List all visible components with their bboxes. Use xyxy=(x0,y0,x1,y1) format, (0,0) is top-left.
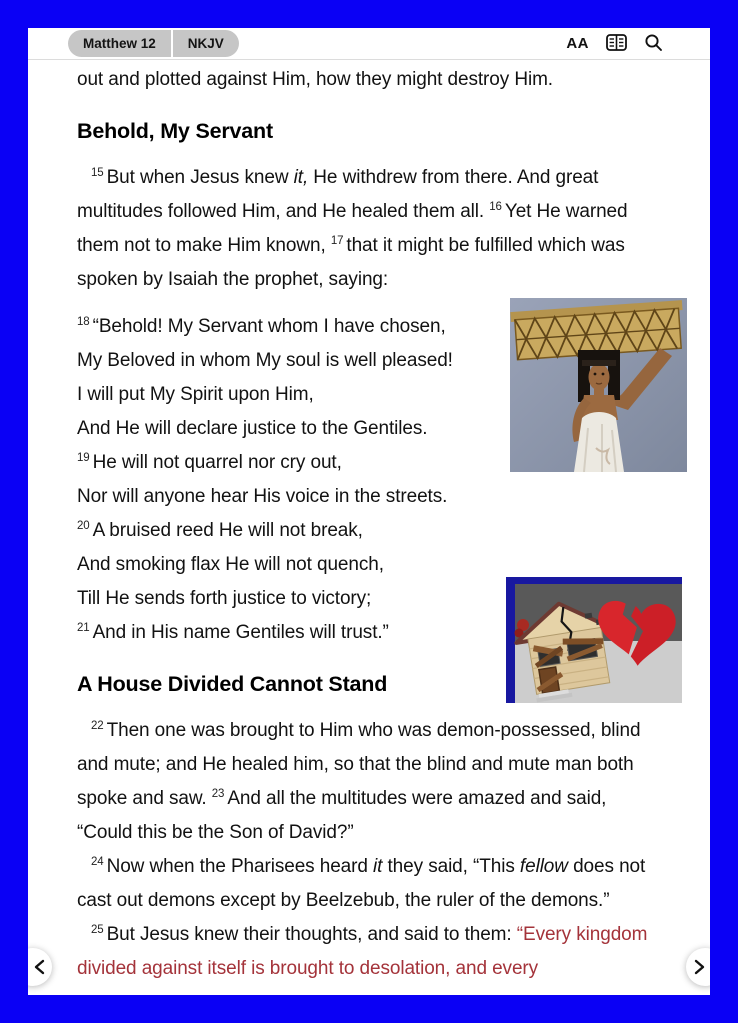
search-button[interactable] xyxy=(644,33,663,55)
verse-text: But Jesus knew their thoughts, and said to them: xyxy=(106,924,517,945)
verse-number: 17 xyxy=(330,234,344,247)
poetry-line xyxy=(77,514,660,548)
chevron-right-icon xyxy=(694,959,705,975)
red-letter-text: “Every kingdom divided against itself is brought to desolation, and every xyxy=(77,924,648,979)
verse-number: 16 xyxy=(489,200,502,213)
verse-text: I will put My Spirit upon Him, xyxy=(77,384,314,405)
prose-paragraph xyxy=(77,714,660,850)
prose-paragraph xyxy=(77,850,660,918)
verse-text: does not cast out demons except by Beelzebub, the ruler of the demons.” xyxy=(77,856,646,911)
section-heading: Behold, My Servant xyxy=(77,119,273,143)
prose-paragraph xyxy=(77,918,660,986)
reference-pills xyxy=(68,30,239,57)
reader-toolbar xyxy=(28,28,710,60)
chevron-left-icon xyxy=(34,959,45,975)
section-heading: A House Divided Cannot Stand xyxy=(77,672,388,696)
font-settings-button[interactable] xyxy=(566,35,589,52)
verse-number: 18 xyxy=(77,315,90,328)
reader-page xyxy=(28,28,710,995)
search-icon xyxy=(644,33,663,55)
verse-text: And in His name Gentiles will trust.” xyxy=(92,622,389,643)
prose-paragraph xyxy=(77,63,660,97)
verse-number: 15 xyxy=(91,166,104,179)
font-settings-icon: AA xyxy=(566,35,589,52)
verse-number: 20 xyxy=(77,519,90,532)
verse-text: And smoking flax He will not quench, xyxy=(77,554,384,575)
verse-number: 24 xyxy=(91,855,104,868)
verse-content xyxy=(77,63,660,986)
verse-text: they said, “This xyxy=(382,856,520,877)
book-chapter-button[interactable]: Matthew 12 xyxy=(68,30,171,57)
verse-number: 21 xyxy=(77,621,90,634)
verse-text: “Behold! My Servant whom I have chosen, xyxy=(92,316,446,337)
verse-text: Then one was brought to Him who was demon-possessed, blind and mute; and He healed him, so that the blind and mute man both spoke and saw. xyxy=(77,720,641,809)
verse-number: 23 xyxy=(211,787,225,800)
verse-text: He withdrew from there. And great multitudes followed Him, and He healed them all. xyxy=(77,167,599,222)
parallel-bible-button[interactable] xyxy=(606,34,627,54)
prose-paragraph xyxy=(77,161,660,297)
verse-text: Now when the Pharisees heard xyxy=(106,856,374,877)
verse-text: it, xyxy=(293,167,309,188)
verse-text: And He will declare justice to the Gentiles. xyxy=(77,418,428,439)
verse-text: Nor will anyone hear His voice in the streets. xyxy=(77,486,448,507)
verse-number: 19 xyxy=(77,451,90,464)
verse-text: it xyxy=(373,856,383,877)
verse-text: out and plotted against Him, how they might destroy Him. xyxy=(77,69,553,90)
verse-text: A bruised reed He will not break, xyxy=(92,520,363,541)
verse-text: that it might be fulfilled which was spoken by Isaiah the prophet, saying: xyxy=(77,235,625,290)
broken-house-broken-heart-image xyxy=(506,577,682,703)
verse-text: fellow xyxy=(519,856,568,877)
poetry-line xyxy=(77,480,660,514)
parallel-bible-icon xyxy=(606,34,627,54)
verse-text: Till He sends forth justice to victory; xyxy=(77,588,372,609)
verse-text: And all the multitudes were amazed and said, “Could this be the Son of David?” xyxy=(77,788,607,843)
verse-text: He will not quarrel nor cry out, xyxy=(92,452,342,473)
verse-text: But when Jesus knew xyxy=(106,167,294,188)
verse-number: 22 xyxy=(91,719,104,732)
verse-number: 25 xyxy=(91,923,104,936)
toolbar-icons xyxy=(566,33,663,55)
verse-text: My Beloved in whom My soul is well pleased! xyxy=(77,350,453,371)
woman-carrying-basket-image xyxy=(510,298,687,472)
translation-button[interactable]: NKJV xyxy=(173,30,239,57)
verse-text: Yet He warned them not to make Him known, xyxy=(77,201,628,256)
scripture-content xyxy=(28,60,710,986)
